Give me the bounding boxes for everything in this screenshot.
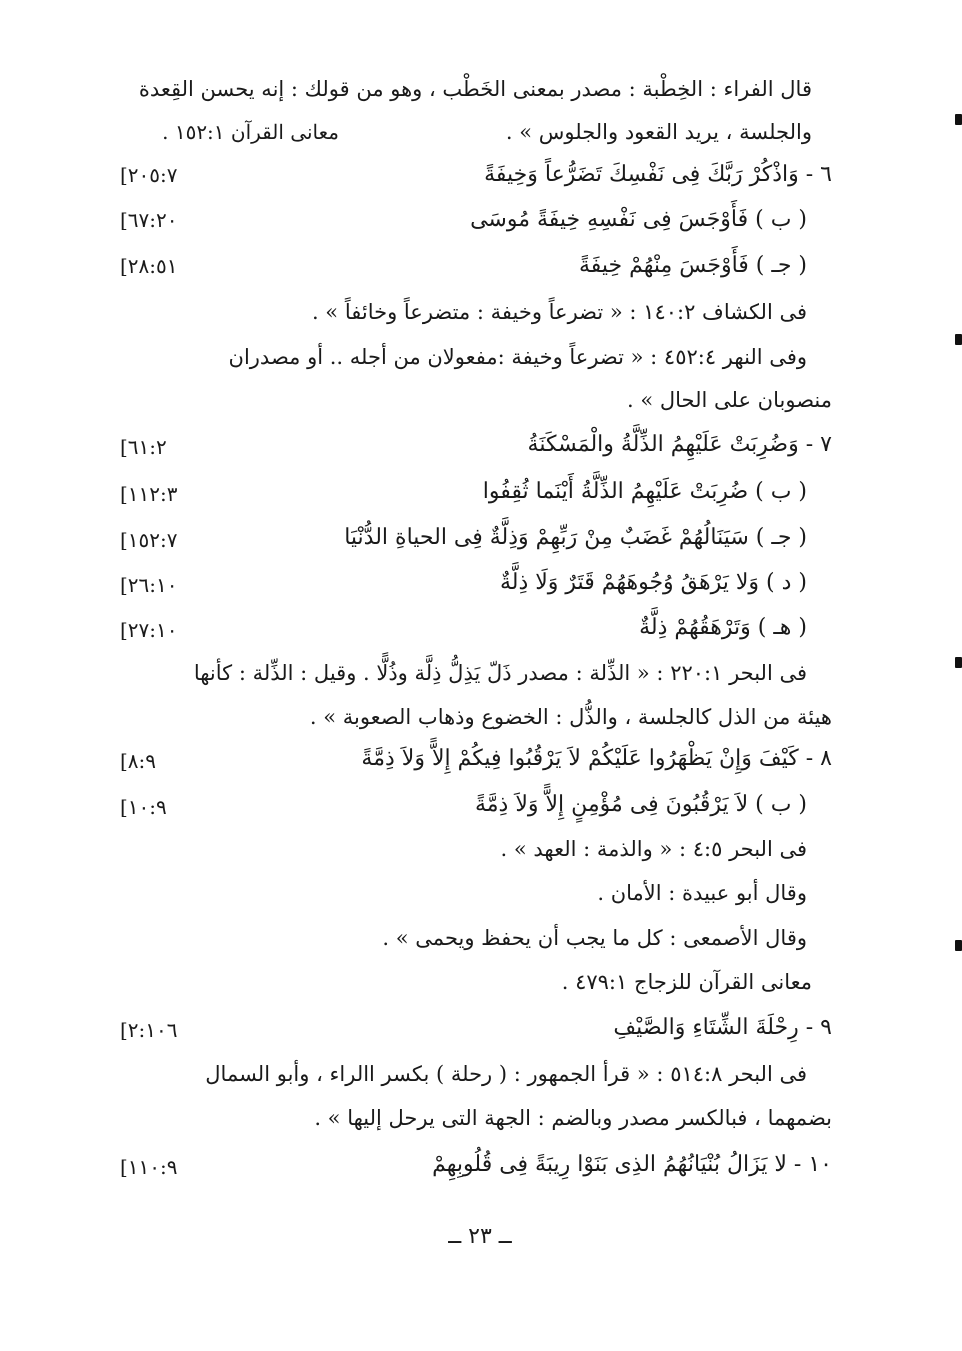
margin-mark-3	[955, 657, 962, 668]
verse-10: ١٠ - لا يَزَالُ بُنْيَانُهُمُ الذِى بَنَوْا رِيبَةً فِى قُلُوبِهِمْ	[432, 1152, 832, 1177]
text-line-zajjaj: معانى القرآن للزجاج ٤٧٩:١ .	[561, 970, 812, 994]
verse-7b-reference: [١١٢:٣	[120, 482, 178, 506]
verse-9-reference: [٢:١٠٦	[120, 1018, 178, 1042]
reference-maani-quran: معانى القرآن ١٥٢:١ .	[162, 120, 339, 144]
verse-10-reference: [١١٠:٩	[120, 1155, 178, 1179]
text-line-abu-ubayda: وقال أبو عبيدة : الأمان .	[597, 881, 807, 905]
verse-6c: ( جـ ) فَأَوْجَسَ مِنْهُمْ خِيفَةً	[578, 253, 807, 278]
text-line-bahr-rihla: فى البحر ٥١٤:٨ : « قرأ الجمهور : ( رحلة ) بكسر االراء ، وأبو السمال	[205, 1062, 807, 1086]
text-line-kashshaf: فى الكشاف ١٤٠:٢ : « تضرعاً وخيفة : متضرعاً وخائفاً » .	[311, 300, 807, 324]
verse-6-reference: [٢٠٥:٧	[120, 163, 178, 187]
text-line-asmai: وقال الأصمعى : كل ما يجب أن يحفظ ويحمى » .	[382, 926, 807, 950]
verse-6c-reference: [٢٨:٥١	[120, 254, 178, 278]
text-line-farra-quote: قال الفراء : الخِطْبة : مصدر بمعنى الخَطْب ، وهو من قولك : إنه يحسن القِعدة	[138, 77, 812, 101]
margin-mark-4	[955, 940, 962, 951]
text-line-bahr-dhilla-cont: هيئة من الذل كالجلسة ، والذُّل : الخضوع وذهاب الصعوبة » .	[309, 705, 832, 729]
verse-7c-reference: [١٥٢:٧	[120, 528, 178, 552]
verse-8b-reference: [١٠:٩	[120, 795, 167, 819]
margin-mark-1	[955, 114, 962, 125]
verse-8-reference: [٨:٩	[120, 749, 157, 773]
verse-8b: ( ب ) لاَ يَرْقُبُونَ فِى مُؤْمِنٍ إِلاًّ وَلاَ ذِمَّةً	[474, 792, 807, 817]
verse-7b: ( ب ) ضُرِبَتْ عَلَيْهِمُ الذِّلَّةُ أَيْنَما ثُقِفُوا	[482, 479, 807, 504]
page-number: ــ ٢٣ ــ	[448, 1224, 512, 1249]
margin-mark-2	[955, 334, 962, 345]
text-line-bahr-rihla-cont: بضمهما ، فبالكسر مصدر وبالضم : الجهة التى يرحل إليها » .	[314, 1106, 832, 1130]
verse-7: ٧ - وَضُرِبَتْ عَلَيْهِمُ الذِّلَّةُ والْمَسْكَنَةُ	[527, 432, 832, 457]
verse-7c: ( جـ ) سَيَنَالُهُمْ غَضَبٌ مِنْ رَبِّهِمْ وَذِلَّةٌ فِى الحياةِ الدُّنْيَا	[344, 525, 807, 550]
verse-7-reference: [٦١:٢	[120, 435, 167, 459]
text-line-bahr-dhilla: فى البحر ٢٢٠:١ : « الذِّلة : مصدر ذَلّ يَذِلُّ ذِلَّة وذُلًّا . وقيل : الذِّلة : كأنها	[193, 661, 807, 685]
verse-6b-reference: [٦٧:٢٠	[120, 208, 178, 232]
verse-7d: ( د ) وَلا يَرْهَقُ وُجُوهَهُمْ قَتَرٌ وَلَا ذِلَّةٌ	[499, 570, 807, 595]
text-line-jalsa: والجلسة ، يريد القعود والجلوس » .	[505, 120, 812, 144]
verse-7e-reference: [٢٧:١٠	[120, 618, 178, 642]
verse-7d-reference: [٢٦:١٠	[120, 573, 178, 597]
text-line-bahr-dhimma: فى البحر ٤:٥ : « والذمة : العهد » .	[500, 837, 807, 861]
verse-7e: ( هـ ) وَتَرْهَقُهُمْ ذِلَّةٌ	[639, 615, 807, 640]
text-line-nahr: وفى النهر ٤٥٢:٤ : « تضرعاً وخيفة :مفعولان من أجله .. أو مصدران	[228, 345, 807, 369]
text-line-nahr-cont: منصوبان على الحال » .	[627, 388, 832, 412]
verse-6b: ( ب ) فَأَوْجَسَ فِى نَفْسِهِ خِيفَةً مُوسَى	[470, 207, 807, 232]
verse-8: ٨ - كَيْفَ وَإِنْ يَظْهَرُوا عَلَيْكُمْ لاَ يَرْقُبُوا فِيكُمْ إِلاًّ وَلاَ ذِمَّةً	[361, 746, 832, 771]
verse-6: ٦ - وَاذْكُرْ رَبَّكَ فِى نَفْسِكَ تَضَرُّعاً وَخِيفَةً	[484, 162, 832, 187]
verse-9: ٩ - رِحْلَةَ الشِّتَاءِ وَالصَّيْفِ	[613, 1015, 832, 1040]
